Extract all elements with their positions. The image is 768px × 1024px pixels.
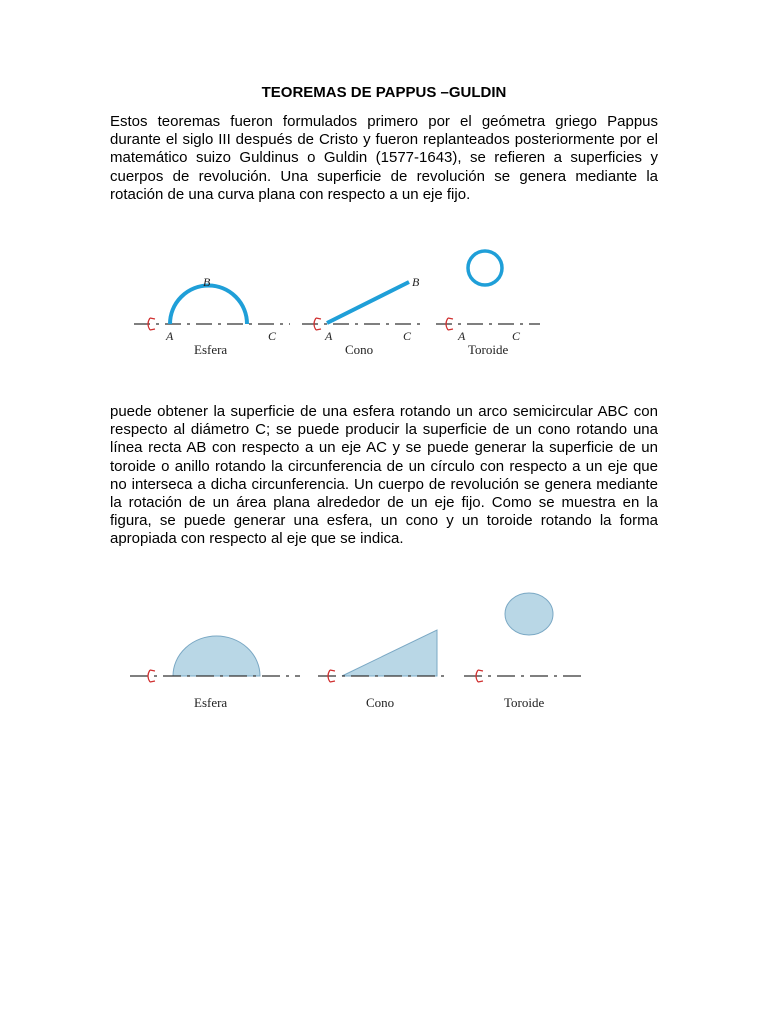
rotation-arrow-icon bbox=[328, 670, 335, 682]
rotation-arrow-icon bbox=[314, 318, 321, 330]
semicircle-arc-abc bbox=[170, 286, 247, 325]
page-title: TEOREMAS DE PAPPUS –GULDIN bbox=[261, 84, 507, 101]
point-a-label: A bbox=[325, 329, 333, 343]
toroide-label: Toroide bbox=[504, 695, 545, 710]
body-paragraph: puede obtener la superficie de una esfera rotando un arco semicircular ABC con respecto al diámetro C; se puede producir la superficie de un cono rotando una línea recta AB con respecto a un eje AC y se puede generar la superficie de un toroide o anillo rotando la circunferencia de un círculo con respecto a un eje que no interseca a dicha circunferencia. Un cuerpo de revolución se genera mediante la rotación de un área plana alrededor de un eje fijo. Como se muestra en la figura, se puede generar una esfera, un cono y un toroide rotando la forma apropiada con respecto al eje que se indica. bbox=[110, 403, 658, 548]
point-c-label: C bbox=[268, 329, 277, 343]
sphere-surface-diagram bbox=[134, 275, 290, 357]
point-a-label: A bbox=[458, 329, 466, 343]
rotation-arrow-icon bbox=[446, 318, 453, 330]
toroide-label: Toroide bbox=[468, 342, 509, 357]
rotation-arrow-icon bbox=[148, 670, 155, 682]
half-disk bbox=[173, 636, 260, 676]
point-a-label: A bbox=[166, 329, 174, 343]
point-b-label: B bbox=[412, 275, 420, 289]
point-b-label: B bbox=[203, 275, 211, 289]
cono-label: Cono bbox=[366, 695, 395, 710]
cone-solid-diagram bbox=[318, 630, 450, 710]
point-c-label: C bbox=[403, 329, 412, 343]
esfera-label: Esfera bbox=[194, 695, 228, 710]
right-triangle bbox=[342, 630, 437, 676]
generating-circle bbox=[468, 251, 502, 285]
esfera-label: Esfera bbox=[194, 342, 228, 357]
cone-surface-diagram bbox=[302, 275, 425, 357]
rotation-arrow-icon bbox=[148, 318, 155, 330]
rotation-arrow-icon bbox=[476, 670, 483, 682]
sphere-solid-diagram bbox=[130, 636, 300, 710]
torus-solid-diagram bbox=[464, 593, 585, 710]
intro-paragraph: Estos teoremas fueron formulados primero por el geómetra griego Pappus durante el siglo III después de Cristo y fueron replanteados posteriormente por el matemático suizo Guldinus o Guldin (1577-1643), se refieren a superficies y cuerpos de revolución. Una superficie de revolución se genera mediante la rotación de una curva plana con respecto a un eje fijo. bbox=[110, 113, 658, 203]
torus-surface-diagram bbox=[436, 251, 540, 357]
point-c-label: C bbox=[512, 329, 521, 343]
cono-label: Cono bbox=[345, 342, 374, 357]
generating-disk bbox=[505, 593, 553, 635]
line-ab bbox=[327, 282, 409, 323]
